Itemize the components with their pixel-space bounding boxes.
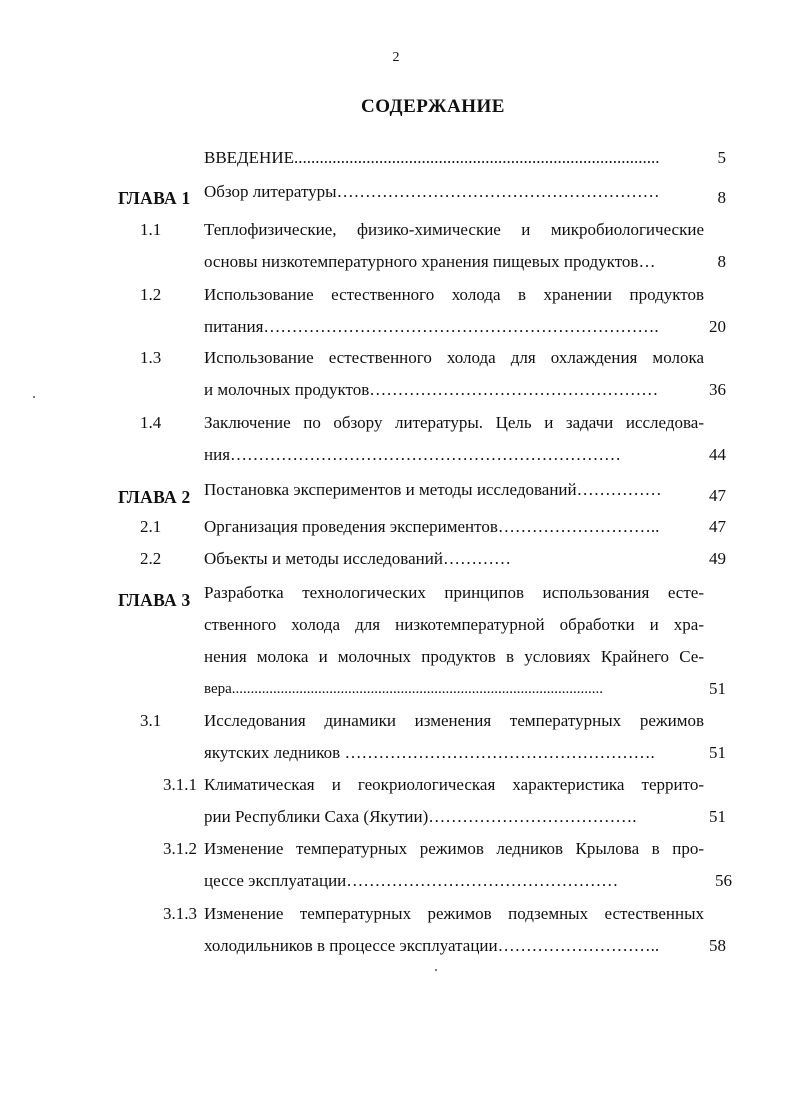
section-1-1-title-line1: Теплофизические, физико-химические и микробиологические	[204, 220, 704, 239]
section-3-1-page: 51	[709, 743, 726, 762]
section-2-2-page: 49	[709, 549, 726, 568]
section-3-1-number: 3.1	[140, 711, 162, 730]
section-1-4-page: 44	[709, 445, 726, 464]
chapter-1-page: 8	[717, 188, 726, 207]
toc-section-1-2[interactable]	[204, 285, 704, 305]
toc-chapter-1[interactable]	[204, 182, 704, 202]
section-2-1-number: 2.1	[140, 517, 162, 536]
chapter-3-title-line3: нения молока и молочных продуктов в условиях Крайнего Се-	[204, 647, 704, 666]
section-3-1-3-title-line2: холодильников в процессе эксплуатации………………………..	[204, 936, 660, 955]
section-3-1-3-title-line1: Изменение температурных режимов подземных естественных	[204, 904, 704, 923]
toc-intro[interactable]	[204, 148, 684, 168]
page-number: 2	[392, 50, 400, 65]
section-1-1-page: 8	[717, 252, 726, 271]
section-1-2-number: 1.2	[140, 285, 162, 304]
toc-section-3-1-1[interactable]	[204, 775, 704, 795]
chapter-1-title: Обзор литературы…………………………………………………	[204, 182, 660, 201]
chapter-3-title-line1: Разработка технологических принципов использования есте-	[204, 583, 704, 602]
section-1-2-title-line2: питания…………………………………………………………….	[204, 317, 659, 336]
chapter-3-title-line2: ственного холода для низкотемпературной обработки и хра-	[204, 615, 704, 634]
chapter-1-label: ГЛАВА 1	[118, 188, 191, 208]
section-1-3-number: 1.3	[140, 348, 162, 367]
section-1-2-page: 20	[709, 317, 726, 336]
section-2-2-number: 2.2	[140, 549, 162, 568]
section-3-1-1-title-line1: Климатическая и геокриологическая характеристика террито-	[204, 775, 704, 794]
chapter-2-title: Постановка экспериментов и методы исследований……………	[204, 480, 662, 499]
scan-speck	[435, 969, 437, 971]
section-1-1-number: 1.1	[140, 220, 162, 239]
section-3-1-2-number: 3.1.2	[163, 839, 197, 858]
toc-section-3-1-3[interactable]	[204, 904, 704, 924]
toc-section-2-2[interactable]	[204, 549, 511, 569]
section-3-1-2-title-line2: цессе эксплуатации…………………………………………	[204, 871, 619, 890]
chapter-3-title-line2-wrap	[204, 615, 704, 635]
scan-speck	[33, 396, 35, 398]
toc-section-1-3[interactable]	[204, 348, 704, 368]
chapter-3-label: ГЛАВА 3	[118, 590, 191, 610]
toc-intro-page: 5	[717, 148, 726, 167]
chapter-2-page: 47	[709, 486, 726, 505]
section-1-3-title-line2: и молочных продуктов……………………………………………	[204, 380, 659, 399]
toc-section-2-1[interactable]	[204, 517, 704, 537]
toc-intro-text: ВВЕДЕНИЕ......................................................................................	[204, 148, 660, 167]
section-1-4-title-line1: Заключение по обзору литературы. Цель и задачи исследова-	[204, 413, 704, 432]
section-3-1-3-page: 58	[709, 936, 726, 955]
toc-section-1-1[interactable]	[204, 220, 704, 240]
section-3-1-1-title-line2: рии Республики Саха (Якутии)……………………………….	[204, 807, 637, 826]
section-3-1-3-number: 3.1.3	[163, 904, 197, 923]
section-1-4-title-line2: ния……………………………………………………………	[204, 445, 622, 464]
toc-chapter-3[interactable]	[204, 583, 704, 603]
section-1-3-page: 36	[709, 380, 726, 399]
toc-section-3-1[interactable]	[204, 711, 704, 731]
chapter-3-title-line4: вера...................................................................................................	[204, 681, 604, 697]
section-3-1-title-line2: якутских ледников ……………………………………………….	[204, 743, 655, 762]
toc-chapter-2[interactable]	[204, 480, 704, 500]
section-1-2-title-line1: Использование естественного холода в хранении продуктов	[204, 285, 704, 304]
section-1-1-title-line2: основы низкотемпературного хранения пищевых продуктов…	[204, 252, 656, 271]
section-3-1-2-page: 56	[715, 871, 732, 890]
toc-section-3-1-2[interactable]	[204, 839, 704, 859]
section-2-2-title: Объекты и методы исследований…………	[204, 549, 511, 568]
chapter-2-label: ГЛАВА 2	[118, 487, 191, 507]
section-2-1-page: 47	[709, 517, 726, 536]
chapter-3-page: 51	[709, 679, 726, 698]
section-3-1-1-number: 3.1.1	[163, 775, 197, 794]
section-3-1-1-page: 51	[709, 807, 726, 826]
section-3-1-title-line1: Исследования динамики изменения температурных режимов	[204, 711, 704, 730]
section-1-3-title-line1: Использование естественного холода для охлаждения молока	[204, 348, 704, 367]
section-1-4-number: 1.4	[140, 413, 162, 432]
section-2-1-title: Организация проведения экспериментов………………………..	[204, 517, 660, 536]
section-3-1-2-title-line1: Изменение температурных режимов ледников Крылова в про-	[204, 839, 704, 858]
page-title: СОДЕРЖАНИЕ	[361, 96, 505, 117]
toc-section-1-4[interactable]	[204, 413, 704, 433]
chapter-3-title-line3-wrap	[204, 647, 704, 667]
